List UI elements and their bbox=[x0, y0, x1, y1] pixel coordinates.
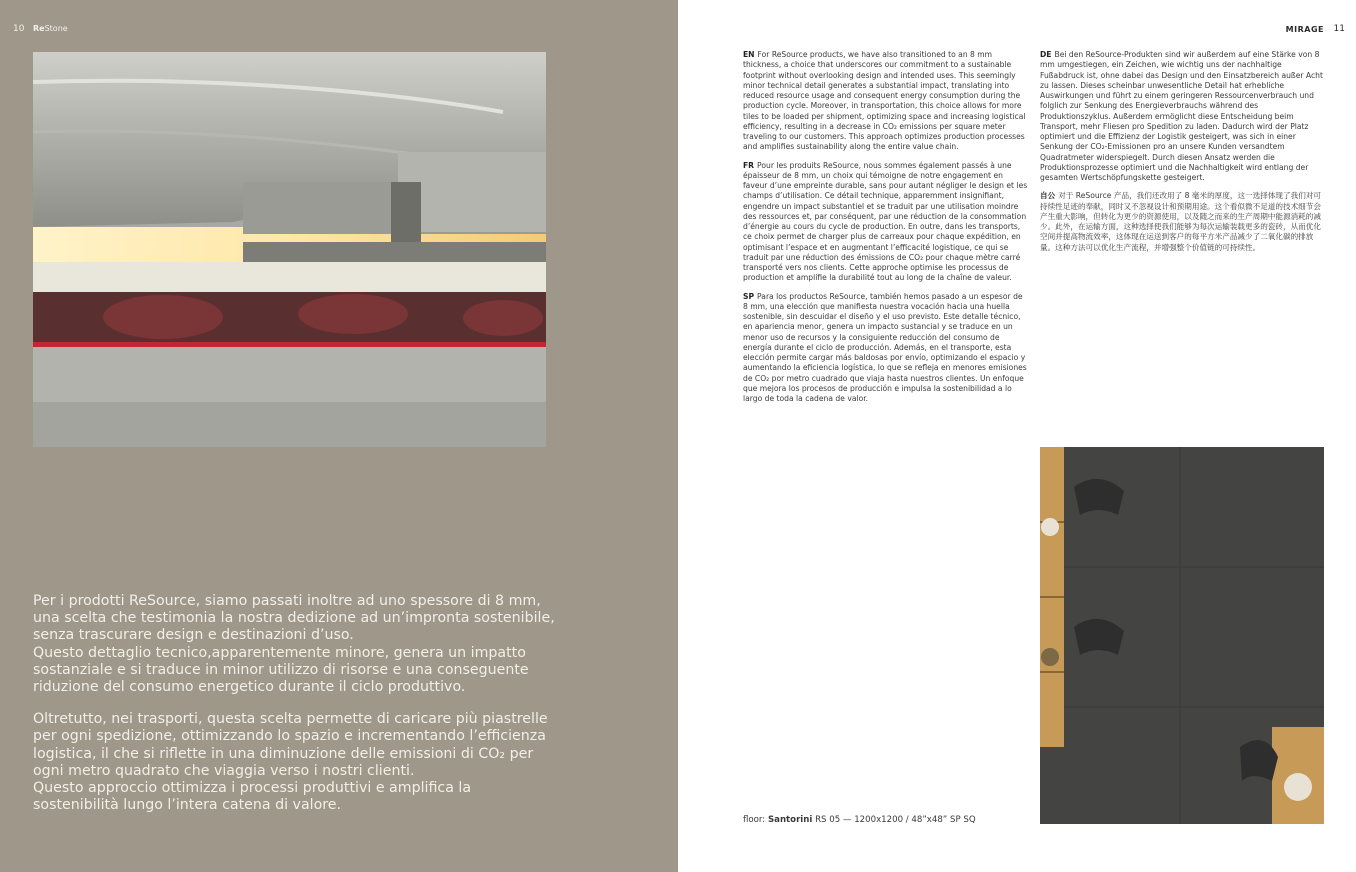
lang-tag-de: DE bbox=[1040, 50, 1052, 59]
floor-tile-photo bbox=[1040, 447, 1324, 824]
caption-product: Santorini bbox=[767, 815, 813, 825]
zh-text: 对于 ReSource 产品，我们还改用了 8 毫米的厚度，这一选择体现了我们对可持续性足迹的奉献，同时又不忽视设计和预期用途。这个看似微不足道的技术细节会产生重大影响，但转化为更少的资源使用，以及随之而来的生产周期中能源消耗的减少。此外，在运输方面，这种选择使我们能够为每次运输装载更多的瓷砖，从而优化空间并提高物流效率，这体现在运送到客户的每平方米产品减少了二氧化碳的排放量。这种方法可以优化生产流程，并增强整个价值链的可持续性。 bbox=[1040, 191, 1321, 252]
lang-tag-en: EN bbox=[743, 50, 755, 59]
caption-label: floor: bbox=[743, 815, 766, 825]
production-machine-photo bbox=[33, 52, 546, 447]
fr-paragraph bbox=[743, 161, 1028, 284]
caption-detail: RS 05 — 1200x1200 / 48”x48” SP SQ bbox=[815, 815, 976, 825]
lang-tag-sp: SP bbox=[743, 291, 755, 301]
zh-paragraph bbox=[1040, 191, 1325, 253]
en-text: For ReSource products, we have also transitioned to an 8 mm thickness, a choice that underscores our commitment to a sustainable footprint without overlooking design and intended uses. This seemingly minor technical detail generates a substantial impact, translating into reduced resource usage and consequent energy consumption during the production cycle. Moreover, in transportation, this choice allows for more tiles to be loaded per shipment, optimizing space and increasing logistical efficiency, resulting in a decrease in CO₂ emissions per square meter traveling to our customers. This approach optimizes production processes and amplifies sustainability along the entire value chain. bbox=[743, 50, 1026, 152]
brand-logo-restone bbox=[33, 24, 68, 33]
brand-prefix: Re bbox=[33, 24, 45, 33]
de-paragraph bbox=[1040, 50, 1325, 183]
italian-paragraph-2: Oltretutto, nei trasporti, questa scelta permette di caricare più piastrelle per ogni spedizione, ottimizzando lo spazio e incrementando l’efficienza logistica, il che si riflette in una diminuzione delle emissioni di CO₂ per ogni metro quadrato che viaggia verso i nostri clienti. Questo approccio ottimizza i processi produttivi e amplifica la sostenibilità lungo l’intera catena di valore. bbox=[33, 711, 548, 814]
brand-suffix: Stone bbox=[44, 24, 68, 33]
de-text: Bei den ReSource-Produkten sind wir außerdem auf eine Stärke von 8 mm umgestiegen, ein Zeichen, wie wichtig uns der nachhaltige Fußabdruck ist, ohne dabei das Design und den Einsatzbereich außer Acht zu lassen. Dieses scheinbar unwesentliche Detail hat erhebliche Auswirkungen und führt zu einem geringeren Ressourcenverbrauch und folglich zur Senkung des Energieverbrauchs während des Produktionszyklus. Außerdem ermöglicht diese Entscheidung beim Transport, mehr Fliesen pro Spedition zu laden. Dadurch wird der Platz optimiert und die Effizienz der Logistik gesteigert, was sich in einer Senkung der CO₂-Emissionen pro an unsere Kunden versandtem Quadratmeter widerspiegelt. Durch diesen Ansatz werden die Produktionsprozesse optimiert und die Nachhaltigkeit wird entlang der gesamten Wertschöpfungskette gesteigert. bbox=[1040, 50, 1323, 182]
multilingual-column-left bbox=[743, 50, 1028, 412]
italian-body-text bbox=[33, 593, 563, 829]
page-number-left: 10 bbox=[13, 24, 25, 34]
fr-text: Pour les produits ReSource, nous sommes également passés à une épaisseur de 8 mm, un choix qui témoigne de notre engagement en faveur d’une empreinte durable, sans pour autant négliger le design et les champs d’utilisation. Ce détail technique, apparemment insignifiant, engendre un impact substantiel et se traduit par une utilisation moindre des ressources et, par conséquent, par une réduction de la consommation d’énergie au cours du cycle de production. En outre, dans les transports, ce choix permet de charger plus de carreaux pour chaque expédition, en optimisant l’espace et en augmentant l’efficacité logistique, ce qui se traduit par une réduction des émissions de CO₂ pour chaque mètre carré transporté vers nos clients. Cette approche optimise les processus de production et amplifie la durabilité tout au long de la chaîne de valeur. bbox=[743, 160, 1028, 283]
sp-paragraph bbox=[743, 292, 1028, 405]
italian-paragraph-1: Per i prodotti ReSource, siamo passati inoltre ad uno spessore di 8 mm, una scelta che testimonia la nostra dedizione ad un’impronta sostenibile, senza trascurare design e destinazioni d’uso. Questo dettaglio tecnico,apparentemente minore, genera un impatto sostanziale e si traduce in minor utilizzo di risorse e una conseguente riduzione del consumo energetico durante il ciclo produttivo. bbox=[33, 593, 555, 696]
page-number-right: 11 bbox=[1333, 24, 1345, 34]
lang-tag-fr: FR bbox=[743, 160, 755, 170]
multilingual-column-right bbox=[1040, 50, 1325, 261]
brand-logo-mirage: MIRAGE bbox=[1285, 25, 1324, 34]
lang-tag-zh: 自公 bbox=[1040, 191, 1056, 201]
floor-caption bbox=[743, 815, 976, 825]
sp-text: Para los productos ReSource, también hemos pasado a un espesor de 8 mm, una elección que manifiesta nuestra vocación hacia una huella sostenible, sin descuidar el diseño y el uso previsto. Este detalle técnico, en apariencia menor, genera un impacto sustancial y se traduce en un menor uso de recursos y la consiguiente reducción del consumo de energía durante el ciclo de producción. Además, en el transporte, esta elección permite cargar más baldosas por envío, optimizando el espacio y aumentando la eficiencia logística, lo que se refleja en menores emisiones de CO₂ por metro cuadrado que viaja hasta nuestros clientes. Un enfoque que mejora los procesos de producción e impulsa la sostenibilidad a lo largo de toda la cadena de valor. bbox=[743, 291, 1027, 403]
en-paragraph bbox=[743, 50, 1028, 153]
